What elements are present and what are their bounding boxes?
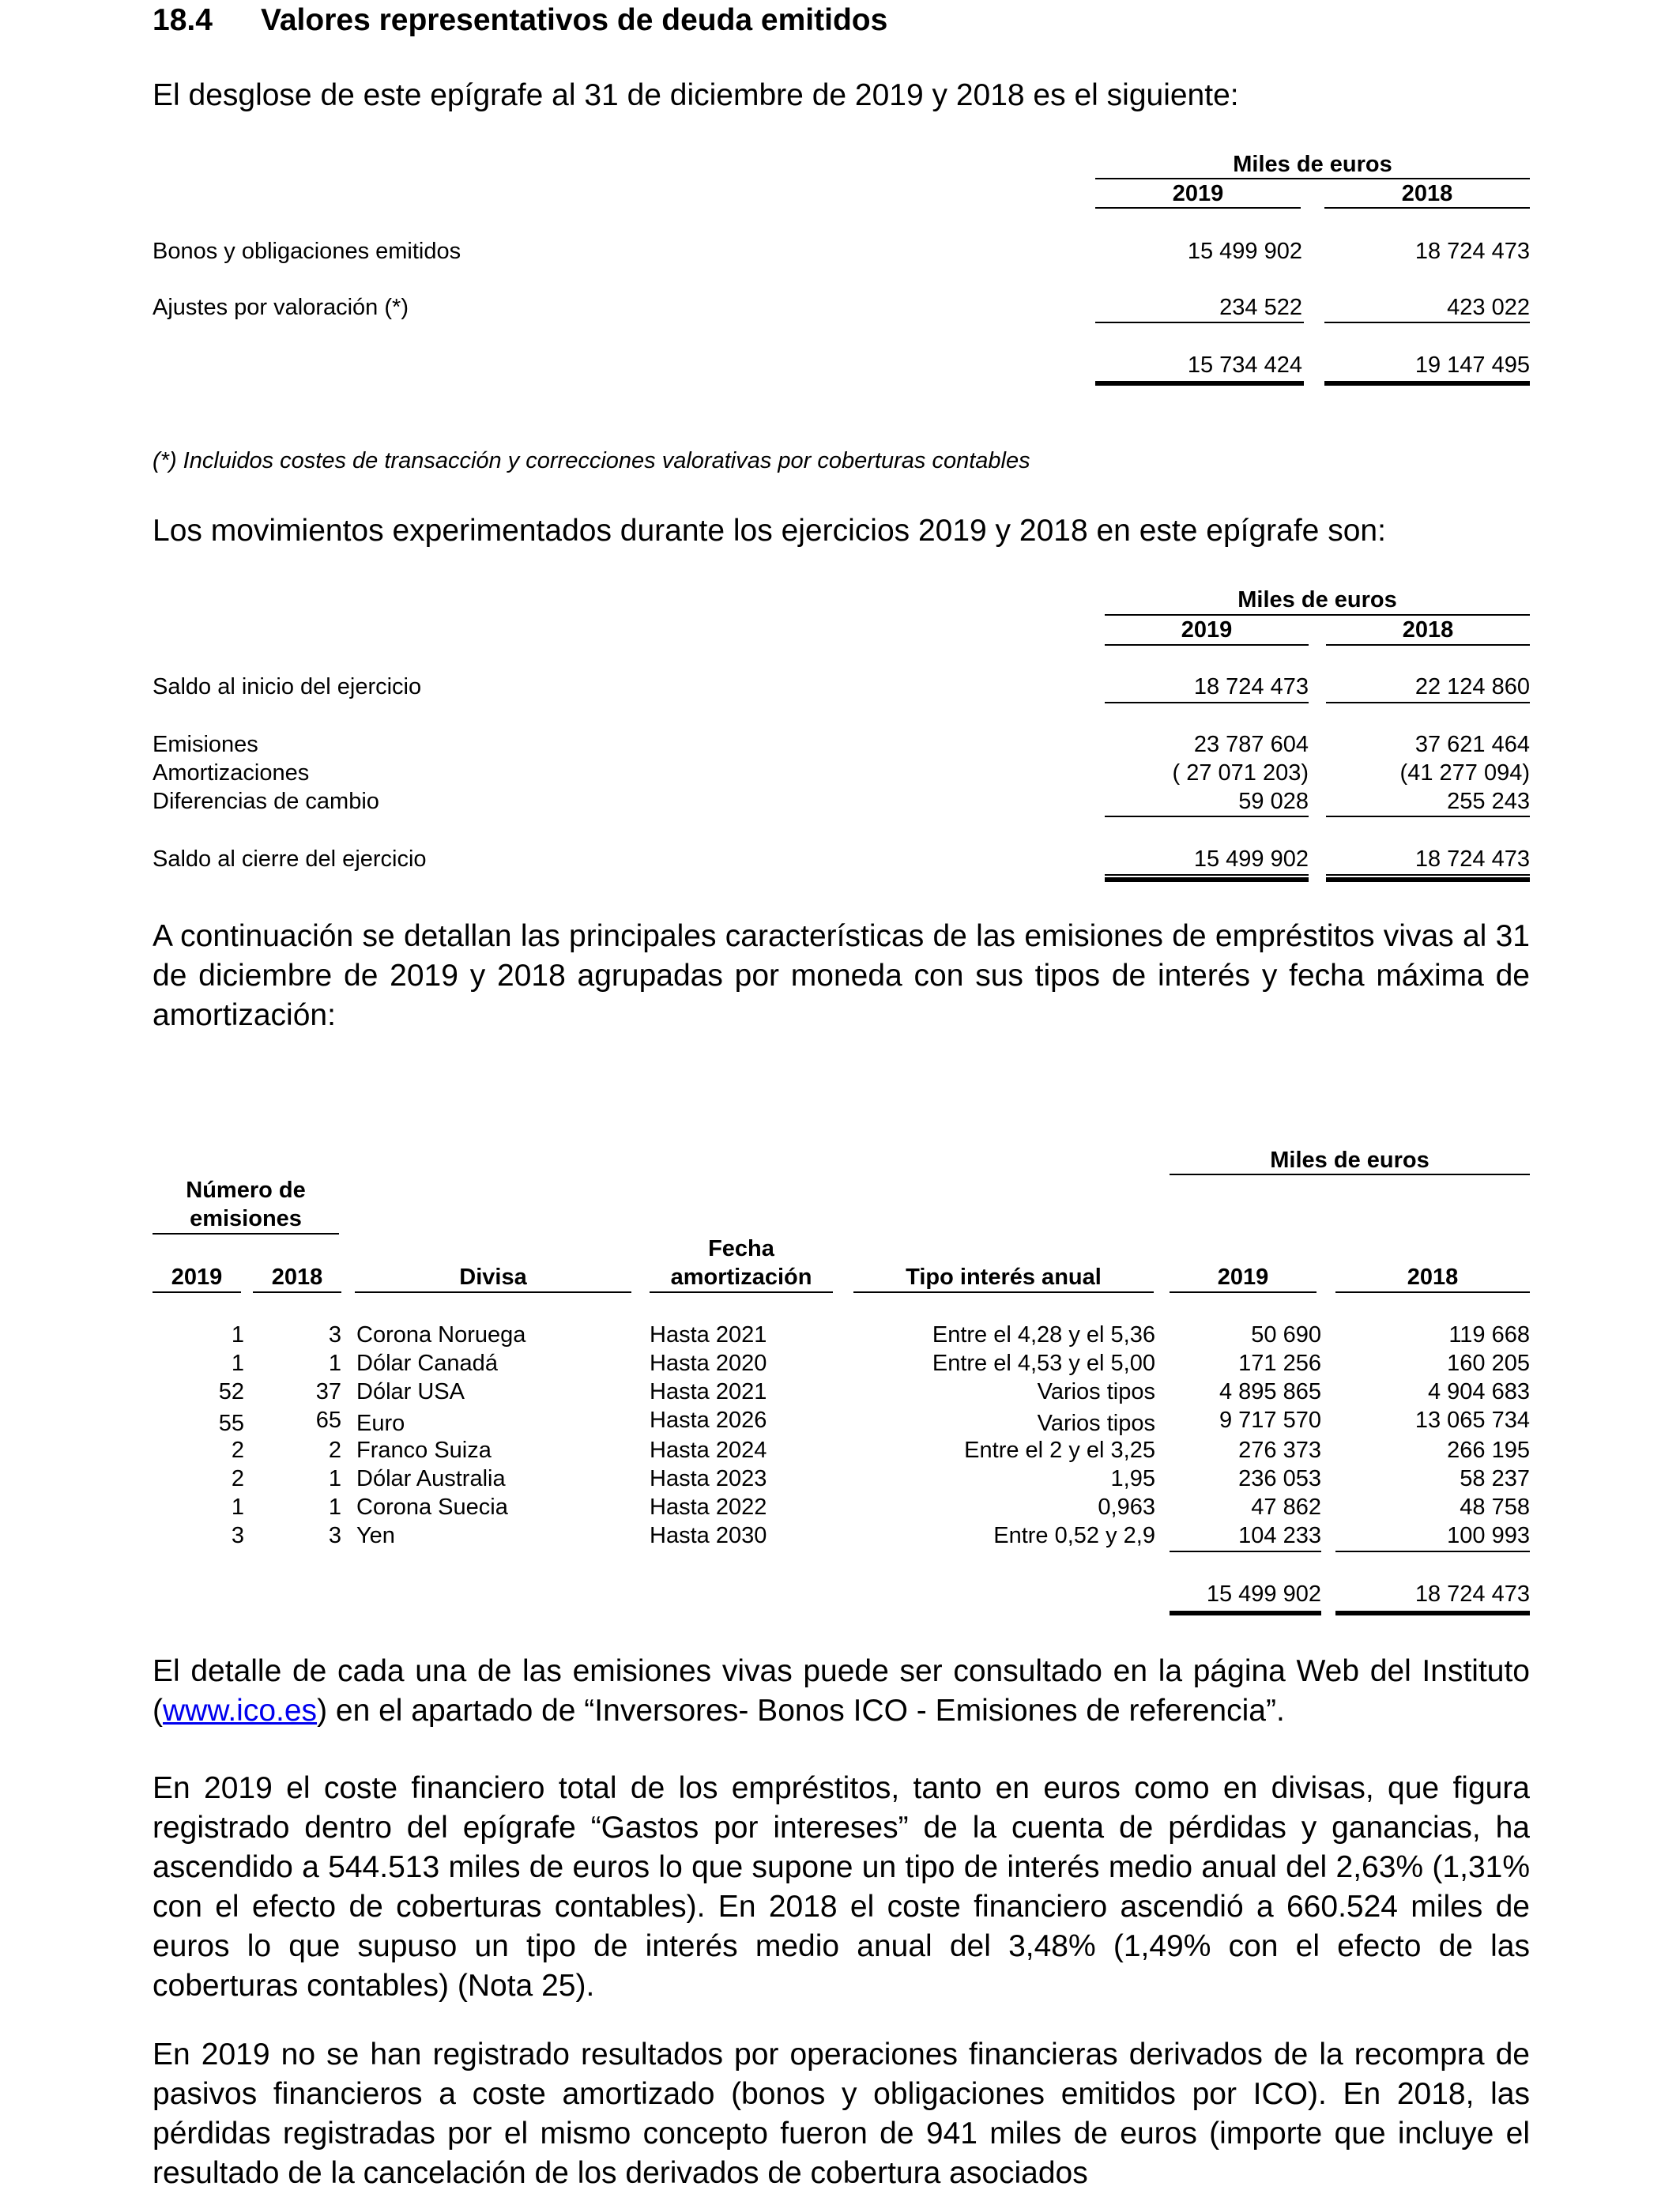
table1-unit-rule (1095, 178, 1530, 179)
table2-closing-2018: 18 724 473 (1414, 846, 1530, 872)
paragraph-web-detail-before: El detalle de cada una de las emisiones vivas puede ser consultado en la página Web del Instituto ( (153, 1654, 1530, 1728)
table2-moves-rule-2019 (1105, 816, 1309, 817)
section-number: 18.4 (153, 3, 213, 37)
table3-header-rule (153, 1291, 241, 1293)
table3-header-rule (1170, 1291, 1317, 1293)
row-divisa: Dólar Australia (356, 1466, 506, 1491)
row-tipo: 0,963 (1098, 1495, 1155, 1520)
row-n2018: 1 (328, 1466, 341, 1491)
table2-move-label: Diferencias de cambio (153, 789, 379, 814)
row-divisa: Euro (356, 1411, 405, 1436)
table2-header-rule-2019 (1105, 644, 1309, 646)
table1-row-value-2018: 423 022 (1447, 295, 1530, 320)
row-divisa: Corona Noruega (356, 1322, 526, 1348)
intro-paragraph-3: A continuación se detallan las principales características de las emisiones de empréstitos vivas al 31 de diciembre de 2019 y 2018 agrupadas por moneda con sus tipos de interés y fecha máxima de amortización: (153, 919, 1530, 1032)
table3-fecha-header-1: Fecha (708, 1236, 774, 1261)
table3-col-v2018: 2018 (1407, 1265, 1459, 1290)
table2-unit-header: Miles de euros (1237, 587, 1397, 613)
row-v2018: 58 237 (1460, 1466, 1530, 1491)
table3-header-rule (853, 1291, 1154, 1293)
row-v2019: 236 053 (1238, 1466, 1321, 1491)
table3-unit-header: Miles de euros (1270, 1148, 1430, 1173)
row-fecha: Hasta 2024 (650, 1438, 767, 1463)
row-n2019: 55 (218, 1411, 244, 1436)
row-fecha: Hasta 2026 (650, 1408, 767, 1433)
row-fecha: Hasta 2021 (650, 1322, 767, 1348)
row-n2019: 1 (231, 1495, 244, 1520)
row-tipo: Entre el 4,28 y el 5,36 (932, 1322, 1155, 1348)
section-title: Valores representativos de deuda emitidos (261, 3, 888, 37)
row-fecha: Hasta 2030 (650, 1523, 767, 1548)
table2-move-2018: 37 621 464 (1414, 732, 1530, 757)
row-n2018: 3 (328, 1322, 341, 1348)
table2-opening-label: Saldo al inicio del ejercicio (153, 674, 422, 699)
table3-total-2019: 15 499 902 (1206, 1581, 1321, 1607)
table3-total-rule-2018 (1335, 1611, 1530, 1615)
table3-num-header-rule (153, 1233, 339, 1235)
row-n2019: 52 (218, 1379, 244, 1404)
row-n2018: 37 (315, 1379, 341, 1404)
paragraph-web-detail (153, 1652, 1530, 1731)
row-v2018: 48 758 (1460, 1495, 1530, 1520)
table3-subtotal-rule-2018 (1335, 1551, 1530, 1552)
row-v2019: 4 895 865 (1219, 1379, 1321, 1404)
table2-closing-rule-top-2018 (1326, 874, 1530, 876)
table3-total-2018: 18 724 473 (1414, 1581, 1530, 1607)
table1-col-2019: 2019 (1172, 181, 1224, 206)
table1-subtotal-rule-2018 (1324, 322, 1530, 323)
table2-closing-rule-top-2019 (1105, 874, 1309, 876)
table1-total-2018: 19 147 495 (1414, 352, 1530, 378)
row-n2018: 1 (328, 1495, 341, 1520)
row-tipo: Varios tipos (1037, 1379, 1155, 1404)
table3-header-rule (1335, 1291, 1530, 1293)
table2-move-2019: 59 028 (1238, 789, 1309, 814)
table3-header-rule (253, 1291, 341, 1293)
row-v2018: 266 195 (1447, 1438, 1530, 1463)
row-tipo: Entre 0,52 y 2,9 (993, 1523, 1155, 1548)
row-divisa: Corona Suecia (356, 1495, 508, 1520)
row-divisa: Yen (356, 1523, 395, 1548)
row-fecha: Hasta 2022 (650, 1495, 767, 1520)
row-fecha: Hasta 2020 (650, 1351, 767, 1376)
paragraph-repurchase: En 2019 no se han registrado resultados por operaciones financieras derivados de la recompra de pasivos financieros a coste amortizado (bonos y obligaciones emitidos por ICO). En 2018, las pérdidas registradas por el mismo concepto fueron de 941 miles de euros (importe que incluye el resultado de la cancelación de los derivados de cobertura asociados (153, 2038, 1530, 2190)
table2-moves-rule-2018 (1326, 816, 1530, 817)
table3-col-n2019: 2019 (171, 1265, 223, 1290)
table2-opening-rule-2019 (1105, 702, 1309, 703)
table1-total-rule-2018 (1324, 381, 1530, 386)
table2-header-rule-2018 (1326, 644, 1530, 646)
table3-col-fecha: amortización (670, 1265, 812, 1290)
footnote: (*) Incluidos costes de transacción y correcciones valorativas por coberturas contables (153, 448, 1030, 473)
table3-col-v2019: 2019 (1217, 1265, 1269, 1290)
row-v2019: 47 862 (1251, 1495, 1321, 1520)
table1-row-value-2018: 18 724 473 (1414, 239, 1530, 264)
table3-header-rule (355, 1291, 631, 1293)
row-n2019: 3 (231, 1523, 244, 1548)
intro-paragraph-2: Los movimientos experimentados durante los ejercicios 2019 y 2018 en este epígrafe son: (153, 514, 1386, 548)
table1-row-label: Ajustes por valoración (*) (153, 295, 409, 320)
table2-move-2019: ( 27 071 203) (1172, 760, 1309, 786)
row-v2019: 171 256 (1238, 1351, 1321, 1376)
row-n2018: 65 (315, 1408, 341, 1433)
row-v2018: 4 904 683 (1427, 1379, 1530, 1404)
intro-paragraph-1: El desglose de este epígrafe al 31 de diciembre de 2019 y 2018 es el siguiente: (153, 78, 1239, 112)
table2-move-label: Amortizaciones (153, 760, 310, 786)
row-n2019: 2 (231, 1438, 244, 1463)
table2-opening-rule-2018 (1326, 702, 1530, 703)
ico-website-link[interactable]: www.ico.es (163, 1694, 318, 1728)
row-n2019: 2 (231, 1466, 244, 1491)
row-n2018: 1 (328, 1351, 341, 1376)
row-v2019: 50 690 (1251, 1322, 1321, 1348)
row-divisa: Dólar Canadá (356, 1351, 498, 1376)
row-v2019: 104 233 (1238, 1523, 1321, 1548)
row-v2019: 9 717 570 (1219, 1408, 1321, 1433)
table3-num-header-1: Número de (186, 1178, 306, 1203)
row-v2018: 119 668 (1448, 1322, 1530, 1348)
table3-unit-rule (1170, 1174, 1530, 1175)
row-n2019: 1 (231, 1351, 244, 1376)
table3-num-header-2: emisiones (190, 1206, 302, 1231)
table2-closing-rule-2019 (1105, 877, 1309, 882)
table3-col-n2018: 2018 (271, 1265, 323, 1290)
table3-subtotal-rule-2019 (1170, 1551, 1321, 1552)
table2-closing-2019: 15 499 902 (1193, 846, 1309, 872)
table1-header-rule-2018 (1324, 207, 1530, 209)
row-v2018: 100 993 (1447, 1523, 1530, 1548)
paragraph-web-detail-after: ) en el apartado de “Inversores- Bonos ICO - Emisiones de referencia”. (317, 1694, 1285, 1728)
row-n2019: 1 (231, 1322, 244, 1348)
table2-opening-2019: 18 724 473 (1193, 674, 1309, 699)
row-divisa: Franco Suiza (356, 1438, 492, 1463)
row-tipo: Entre el 2 y el 3,25 (964, 1438, 1155, 1463)
table1-unit-header: Miles de euros (1233, 152, 1392, 177)
table2-opening-2018: 22 124 860 (1414, 674, 1530, 699)
table2-closing-label: Saldo al cierre del ejercicio (153, 846, 427, 872)
row-tipo: Varios tipos (1037, 1411, 1155, 1436)
table2-unit-rule (1105, 614, 1530, 616)
row-tipo: Entre el 4,53 y el 5,00 (932, 1351, 1155, 1376)
table2-col-2019: 2019 (1181, 617, 1233, 643)
row-n2018: 2 (328, 1438, 341, 1463)
row-fecha: Hasta 2023 (650, 1466, 767, 1491)
table1-row-value-2019: 234 522 (1219, 295, 1302, 320)
table2-move-2019: 23 787 604 (1193, 732, 1309, 757)
row-v2019: 276 373 (1238, 1438, 1321, 1463)
row-v2018: 13 065 734 (1414, 1408, 1530, 1433)
table3-header-rule (650, 1291, 833, 1293)
table2-col-2018: 2018 (1402, 617, 1454, 643)
table1-row-value-2019: 15 499 902 (1187, 239, 1302, 264)
table3-col-tipo: Tipo interés anual (906, 1265, 1102, 1290)
table3-total-rule-2019 (1170, 1611, 1321, 1615)
table2-move-label: Emisiones (153, 732, 258, 757)
table3-col-divisa: Divisa (459, 1265, 527, 1290)
table1-row-label: Bonos y obligaciones emitidos (153, 239, 461, 264)
table1-header-rule-2019 (1095, 207, 1301, 209)
row-fecha: Hasta 2021 (650, 1379, 767, 1404)
table1-total-2019: 15 734 424 (1187, 352, 1302, 378)
table2-move-2018: 255 243 (1447, 789, 1530, 814)
row-divisa: Dólar USA (356, 1379, 465, 1404)
table1-subtotal-rule-2019 (1095, 322, 1304, 323)
table1-total-rule-2019 (1095, 381, 1304, 386)
row-v2018: 160 205 (1447, 1351, 1530, 1376)
table2-move-2018: (41 277 094) (1399, 760, 1530, 786)
row-tipo: 1,95 (1110, 1466, 1155, 1491)
table1-col-2018: 2018 (1401, 181, 1453, 206)
table2-closing-rule-2018 (1326, 877, 1530, 882)
row-n2018: 3 (328, 1523, 341, 1548)
paragraph-financial-cost: En 2019 el coste financiero total de los empréstitos, tanto en euros como en divisas, que figura registrado dentro del epígrafe “Gastos por intereses” de la cuenta de pérdidas y ganancias, ha ascendido a 544.513 miles de euros lo que supone un tipo de interés medio anual del 2,63% (1,31% con el efecto de coberturas contables). En 2018 el coste financiero ascendió a 660.524 miles de euros lo que supuso un tipo de interés medio anual del 3,48% (1,49% con el efecto de las coberturas contables) (Nota 25). (153, 1771, 1530, 2003)
